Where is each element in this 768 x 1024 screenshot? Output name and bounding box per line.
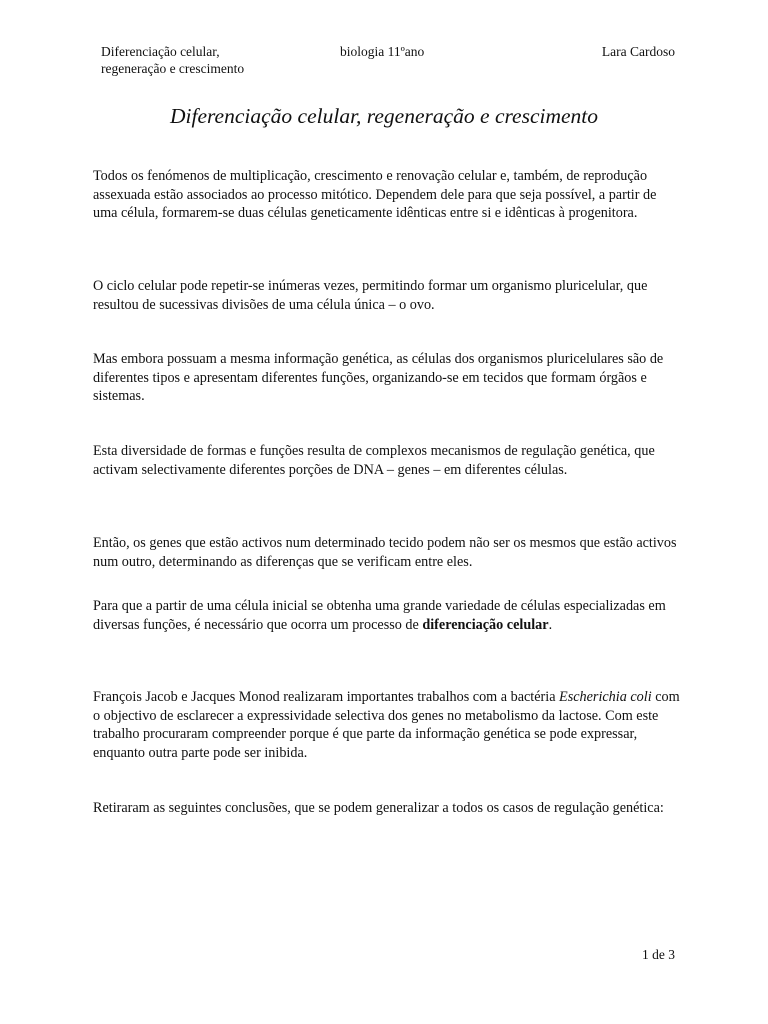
paragraph-6-bold-term: diferenciação celular xyxy=(422,616,549,633)
paragraph-2: O ciclo celular pode repetir-se inúmeras vezes, permitindo formar um organismo pluricelular, que resultou de sucessivas divisões de uma célula única – o ovo. xyxy=(93,278,648,313)
paragraph-6 xyxy=(93,597,683,634)
paragraph-7 xyxy=(93,688,683,762)
paragraph-7-rest: com o objectivo de esclarecer a expressividade selectiva dos genes no metabolismo da lactose. Com este trabalho procuraram compreender porque é que parte da informação genética se pode expressar, enquanto outra parte pode ser inibida. xyxy=(93,689,680,761)
paragraph-8: Retiraram as seguintes conclusões, que se podem generalizar a todos os casos de regulação genética: xyxy=(93,800,664,816)
header-author: Lara Cardoso xyxy=(601,44,675,59)
header-left-title xyxy=(101,43,301,77)
header-subject: biologia 11ºano xyxy=(340,44,425,59)
paragraph-3: Mas embora possuam a mesma informação genética, as células dos organismos pluricelulares são de diferentes tipos e apresentam diferentes funções, organizando-se em tecidos que formam órgãos e sistemas. xyxy=(93,351,664,404)
document-title: Diferenciação celular, regeneração e crescimento xyxy=(169,104,599,128)
paragraph-6-end: . xyxy=(548,616,553,633)
paragraph-5: Então, os genes que estão activos num determinado tecido podem não ser os mesmos que estão activos num outro, determinando as diferenças que se verificam entre eles. xyxy=(93,535,677,570)
page-header xyxy=(101,43,675,79)
paragraph-7-text: François Jacob e Jacques Monod realizaram importantes trabalhos com a bactéria xyxy=(93,689,560,705)
paragraph-6-text: Para que a partir de uma célula inicial se obtenha uma grande variedade de células especializadas em diversas funções, é necessário que ocorra um processo de xyxy=(93,598,666,633)
page-number: 1 de 3 xyxy=(642,947,675,962)
header-left-line2: regeneração e crescimento xyxy=(101,61,245,76)
paragraph-4: Esta diversidade de formas e funções resulta de complexos mecanismos de regulação genética, que activam selectivamente diferentes porções de DNA – genes – em diferentes células. xyxy=(93,443,655,478)
header-left-line1: Diferenciação celular, xyxy=(101,44,220,59)
paragraph-7-species-name: Escherichia coli xyxy=(559,689,652,705)
paragraph-1: Todos os fenómenos de multiplicação, crescimento e renovação celular e, também, de reprodução assexuada estão associados ao processo mitótico. Dependem dele para que seja possível, a partir de uma célula, formarem-se duas células geneticamente idênticas entre si e idênticas à progenitora. xyxy=(93,168,657,221)
